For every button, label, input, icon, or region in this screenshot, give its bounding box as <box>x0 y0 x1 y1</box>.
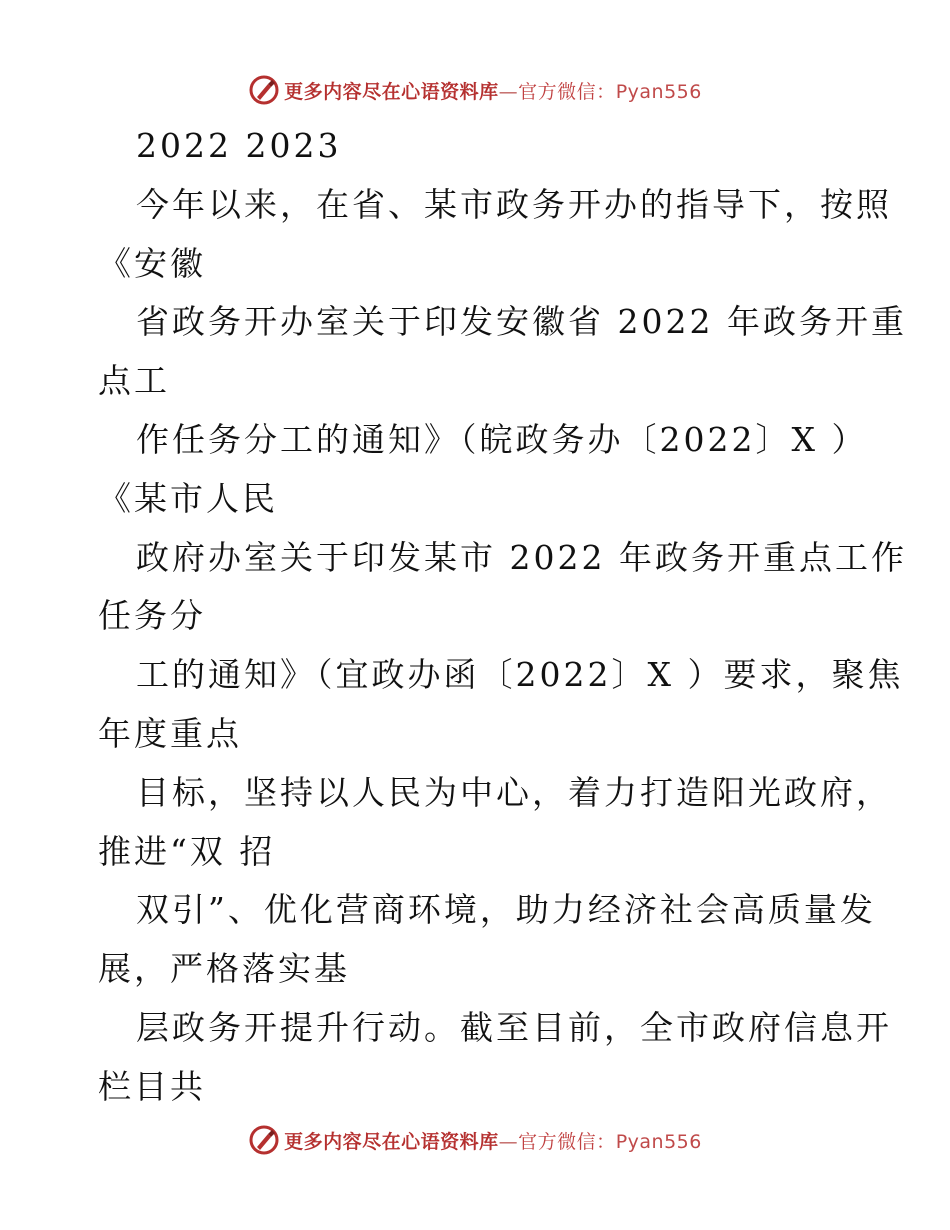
body-line-1: 2022 2023 <box>136 126 342 165</box>
banner-text <box>284 77 702 104</box>
banner-wechat-label: 官方微信 <box>518 1130 597 1153</box>
body-line-12: 目标，坚持以人民为中心，着力打造阳光政府， <box>136 773 892 812</box>
body-line-16: 层政务开提升行动。截至目前，全市政府信息开 <box>136 1008 892 1047</box>
footer-watermark-banner <box>0 1120 950 1160</box>
body-line-11: 年度重点 <box>98 714 242 753</box>
body-line-2: 今年以来，在省、某市政务开办的指导下，按照 <box>136 185 892 224</box>
body-line-5: 点工 <box>98 361 170 400</box>
banner-wechat-label: 官方微信 <box>518 80 597 103</box>
body-line-4: 省政务开办室关于印发安徽省 2022 年政务开重 <box>136 302 907 341</box>
banner-wechat-id: Pyan556 <box>615 1130 702 1153</box>
pen-logo-icon <box>248 74 280 106</box>
pen-logo-icon <box>248 1124 280 1156</box>
banner-dash: — <box>498 80 519 103</box>
body-line-8: 政府办室关于印发某市 2022 年政务开重点工作 <box>136 538 907 577</box>
body-line-17: 栏目共 <box>98 1067 206 1106</box>
banner-main-text: 更多内容尽在心语资料库 <box>284 80 499 103</box>
banner-separator: ： <box>596 1130 616 1153</box>
banner-wechat-id: Pyan556 <box>615 80 702 103</box>
banner-separator: ： <box>596 80 616 103</box>
body-line-14: 双引”、优化营商环境，助力经济社会高质量发 <box>136 890 876 929</box>
body-line-3: 《安徽 <box>98 244 206 283</box>
banner-main-text: 更多内容尽在心语资料库 <box>284 1130 499 1153</box>
banner-dash: — <box>498 1130 519 1153</box>
body-line-13: 推进“双 招 <box>98 832 276 871</box>
header-watermark-banner <box>0 70 950 110</box>
body-line-7: 《某市人民 <box>98 479 278 518</box>
banner-text <box>284 1127 702 1154</box>
body-line-10: 工的通知》（宜政办函〔2022〕X ）要求，聚焦 <box>136 655 904 694</box>
body-line-15: 展，严格落实基 <box>98 949 350 988</box>
body-line-9: 任务分 <box>98 596 206 635</box>
body-line-6: 作任务分工的通知》（皖政务办〔2022〕X ） <box>136 420 868 459</box>
